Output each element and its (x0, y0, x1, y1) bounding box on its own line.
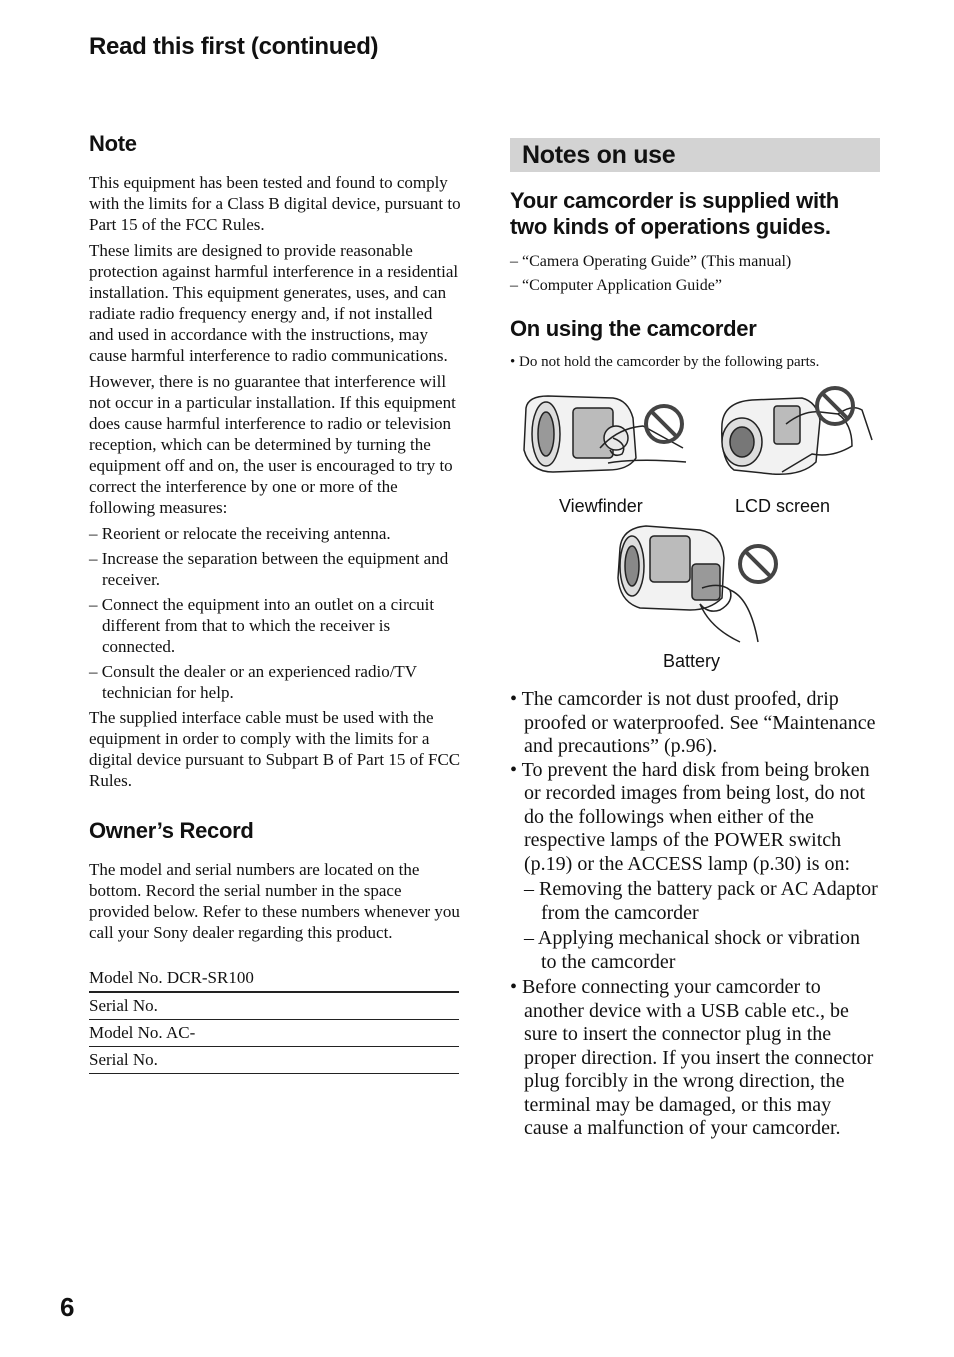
list-subitem: – Applying mechanical shock or vibration to the camcorder (524, 927, 861, 973)
note-closing: The supplied interface cable must be used with the equipment in order to comply with the limits for a digital device pursuant to Subpart B of Part 15 of FCC Rules. (89, 708, 461, 790)
list-subitem: – Removing the battery pack or AC Adaptor from the camcorder (524, 878, 878, 924)
measure-item: – Reorient or relocate the receiving antenna. (89, 524, 391, 543)
lcd-label: LCD screen (735, 496, 831, 516)
note-paragraph: These limits are designed to provide reasonable protection against harmful interference in a residential installation. This equipment generates, uses, and can radiate radio frequency energy and, if not installed and used in accordance with the instructions, may cause harmful interference to radio communications. (89, 241, 459, 365)
battery-label: Battery (663, 651, 721, 671)
record-row: Serial No. (89, 993, 459, 1020)
section-band-title: Notes on use (510, 138, 880, 172)
note-heading: Note (89, 131, 137, 156)
prohibited-icon (646, 406, 682, 442)
list-item: • The camcorder is not dust proofed, drip proofed or waterproofed. See “Maintenance and precautions” (p.96). (510, 688, 876, 757)
guide-item: – “Computer Application Guide” (510, 277, 722, 294)
owners-record-heading: Owner’s Record (89, 818, 254, 843)
use-notes-list (510, 688, 880, 1141)
list-item: • Before connecting your camcorder to another device with a USB cable etc., be sure to insert the connector plug in the proper direction. If you insert the connector plug forcibly in the wrong direction, the terminal may be damaged, or this may cause a malfunction of your camcorder. (510, 976, 874, 1139)
note-paragraph: However, there is no guarantee that interference will not occur in a particular installation. If this equipment does cause harmful interference to radio or television reception, which can be determined by turning the equipment off and on, the user is encouraged to try to correct the interference by one or more of the following measures: (89, 372, 456, 517)
measure-item: – Connect the equipment into an outlet on a circuit different from that to which the receiver is connected. (89, 595, 435, 656)
prohibited-icon (740, 546, 776, 582)
lcd-illustration (712, 384, 882, 484)
record-table (89, 965, 459, 1074)
right-column (510, 130, 880, 1141)
list-item: • To prevent the hard disk from being broken or recorded images from being lost, do not do the followings when either of the respective lamps of the POWER switch (p.19) or the ACCESS lamp (p.30) is on: (510, 758, 870, 875)
page-number: 6 (60, 1292, 75, 1322)
viewfinder-illustration (518, 388, 698, 488)
hold-note: • Do not hold the camcorder by the following parts. (510, 354, 820, 370)
left-column (89, 130, 461, 1074)
camcorder-figures (510, 384, 880, 674)
battery-illustration (610, 518, 790, 644)
measure-item: – Consult the dealer or an experienced radio/TV technician for help. (89, 662, 417, 702)
guides-heading: Your camcorder is supplied with two kinds of operations guides. (510, 188, 839, 239)
owners-record-text: The model and serial numbers are located on the bottom. Record the serial number in the space provided below. Refer to these numbers whenever you call your Sony dealer regarding this product. (89, 860, 460, 942)
record-row: Model No. AC- (89, 1020, 459, 1047)
running-head: Read this first (continued) (89, 33, 379, 60)
using-heading: On using the camcorder (510, 316, 757, 341)
guide-item: – “Camera Operating Guide” (This manual) (510, 253, 792, 270)
record-row: Model No. DCR-SR100 (89, 965, 459, 993)
measure-item: – Increase the separation between the equipment and receiver. (89, 549, 449, 589)
record-row: Serial No. (89, 1047, 459, 1074)
prohibited-icon (817, 388, 853, 424)
note-paragraph: This equipment has been tested and found to comply with the limits for a Class B digital device, pursuant to Part 15 of the FCC Rules. (89, 173, 461, 234)
viewfinder-label: Viewfinder (559, 496, 643, 516)
